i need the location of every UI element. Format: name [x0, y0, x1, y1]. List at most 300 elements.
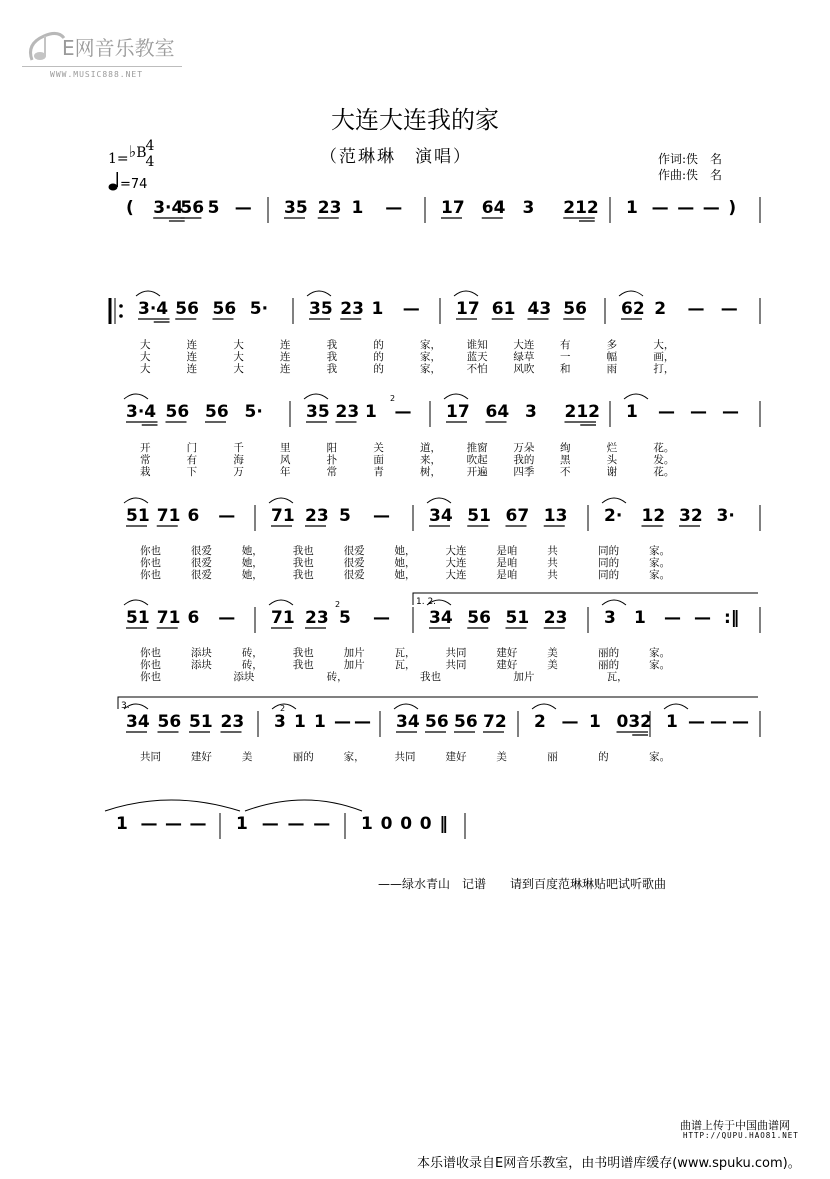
- lyric-syllable: 加片: [343, 659, 365, 671]
- lyric-syllable: 大: [233, 363, 244, 375]
- slur-arc: [454, 291, 478, 296]
- lyric-syllable: 开: [140, 442, 151, 454]
- lyric-syllable: 家，: [420, 351, 441, 363]
- note-token: 56: [425, 712, 449, 732]
- composer-credit: 作曲:佚 名: [658, 168, 723, 182]
- note-token: 56: [180, 198, 205, 218]
- lyric-syllable: 她，: [394, 569, 416, 581]
- note-token: ‖: [439, 814, 448, 834]
- lyric-syllable: 下: [186, 466, 198, 478]
- volta-label: 3.: [121, 701, 130, 711]
- key-label: 1=: [108, 151, 129, 167]
- lyric-syllable: 建好: [445, 751, 467, 763]
- lyric-syllable: 大连: [445, 557, 467, 569]
- lyric-syllable: 里: [280, 442, 291, 454]
- lyric-syllable: 你也: [140, 569, 161, 581]
- lyric-syllable: 风: [280, 454, 291, 466]
- lyric-syllable: 你也: [140, 659, 161, 671]
- lyric-syllable: 丽的: [598, 659, 620, 671]
- note-token: —: [313, 814, 331, 834]
- lyric-syllable: 栽: [140, 466, 151, 478]
- note-token: 34: [396, 712, 420, 732]
- note-token: 2: [654, 299, 667, 319]
- lyric-syllable: 发。: [653, 454, 675, 466]
- lyric-syllable: 你也: [140, 671, 161, 683]
- slur-arc: [619, 291, 643, 296]
- flat-icon: ♭: [128, 142, 137, 161]
- lyric-syllable: 家。: [649, 569, 671, 581]
- time-signature-top: 4: [145, 138, 155, 154]
- lyric-syllable: 花。: [653, 466, 675, 478]
- note-token: 17: [441, 198, 465, 218]
- lyric-syllable: 丽的: [292, 751, 314, 763]
- note-token: —: [690, 402, 707, 422]
- note-token: 1: [365, 402, 377, 422]
- note-token: —: [702, 198, 720, 218]
- lyric-syllable: 加片: [343, 647, 365, 659]
- note-token: —: [385, 198, 403, 218]
- lyric-syllable: 大连: [445, 545, 467, 557]
- note-token: —: [664, 608, 681, 628]
- lyric-syllable: 万朵: [513, 442, 535, 454]
- lyric-syllable: 她，: [241, 545, 263, 557]
- lyric-syllable: 是咱: [496, 569, 518, 581]
- lyric-syllable: 万: [233, 466, 244, 478]
- note-token: 51: [467, 506, 491, 526]
- lyric-syllable: 绿草: [513, 351, 535, 363]
- note-token: 2: [534, 712, 546, 732]
- note-token: —: [561, 712, 579, 732]
- note-token: 032: [616, 712, 652, 732]
- lyric-syllable: 你也: [140, 545, 161, 557]
- source-note: 本乐谱收录自E网音乐教室，由书明谱库缓存(www.spuku.com)。: [417, 1156, 801, 1171]
- lyric-syllable: 家。: [649, 647, 671, 659]
- note-token: ): [728, 198, 737, 218]
- note-token: 0: [380, 814, 393, 834]
- lyric-syllable: 画，: [653, 351, 675, 363]
- note-token: —: [720, 299, 738, 319]
- lyric-syllable: 蓝天: [466, 351, 488, 363]
- lyric-syllable: 我也: [292, 647, 314, 659]
- lyric-syllable: 很爱: [343, 545, 365, 557]
- repeat-dot: [119, 314, 123, 318]
- note-token: 212: [564, 402, 600, 422]
- note-token: 23: [305, 506, 329, 526]
- lyric-syllable: 共同: [394, 751, 416, 763]
- slur-arc: [602, 600, 626, 605]
- lyric-syllable: 吹起: [466, 454, 488, 466]
- time-signature-bottom: 4: [145, 154, 155, 170]
- lyric-syllable: 不: [560, 466, 571, 478]
- lyric-syllable: 同的: [598, 557, 620, 569]
- watermark-url: WWW.MUSIC888.NET: [50, 70, 144, 79]
- note-token: 51: [126, 506, 150, 526]
- volta-label: 1. 2.: [416, 597, 437, 607]
- slur-arc: [444, 394, 468, 399]
- lyric-syllable: 建好: [190, 751, 212, 763]
- note-token: 212: [563, 198, 599, 218]
- lyric-syllable: 头: [606, 454, 618, 466]
- lyric-syllable: 来，: [420, 454, 441, 466]
- lyric-syllable: 同的: [598, 545, 620, 557]
- note-token: 17: [456, 299, 480, 319]
- note-token: 0: [419, 814, 432, 834]
- note-token: 23: [335, 402, 360, 422]
- note-token: 12: [641, 506, 666, 526]
- lyric-syllable: 多: [606, 339, 618, 351]
- note-token: 5: [339, 608, 351, 628]
- lyric-syllable: 四季: [513, 466, 535, 478]
- lyric-syllable: 面: [373, 454, 384, 466]
- note-token: 5: [339, 506, 351, 526]
- lyric-syllable: 我也: [292, 569, 314, 581]
- lyric-syllable: 添块: [190, 647, 212, 659]
- lyric-syllable: 千: [233, 442, 244, 454]
- note-token: —: [722, 402, 739, 422]
- lyric-syllable: 连: [186, 339, 198, 351]
- lyric-syllable: 的: [373, 339, 384, 351]
- lyric-syllable: 连: [186, 363, 198, 375]
- note-token: 23: [543, 608, 568, 628]
- note-token: —: [218, 506, 236, 526]
- note-token: 64: [481, 198, 506, 218]
- note-token: 51: [126, 608, 150, 628]
- note-token: (: [126, 198, 134, 218]
- note-token: 71: [156, 506, 181, 526]
- lyric-syllable: 青: [373, 466, 384, 478]
- slur-arc: [427, 498, 451, 503]
- lyric-syllable: 大: [140, 339, 151, 351]
- lyric-syllable: 有: [560, 339, 571, 351]
- lyric-syllable: 你也: [140, 647, 161, 659]
- lyric-syllable: 推窗: [466, 442, 488, 454]
- note-token: 23: [305, 608, 329, 628]
- lyric-syllable: 是咱: [496, 557, 518, 569]
- slur-arc: [124, 600, 148, 605]
- note-token: 13: [543, 506, 568, 526]
- note-token: 3·: [716, 506, 735, 526]
- note-token: —: [658, 402, 675, 422]
- note-token: 56: [454, 712, 478, 732]
- lyric-syllable: 你也: [140, 557, 161, 569]
- note-token: 56: [212, 299, 237, 319]
- slur-arc: [124, 498, 148, 503]
- lyric-syllable: 家。: [649, 659, 671, 671]
- note-token: 3: [525, 402, 537, 422]
- note-token: —: [694, 608, 711, 628]
- note-token: 56: [157, 712, 182, 732]
- note-token: —: [687, 299, 705, 319]
- key-note: B: [136, 145, 147, 161]
- note-token: —: [234, 198, 252, 218]
- lyric-syllable: 海: [233, 454, 244, 466]
- lyric-syllable: 常: [140, 454, 151, 466]
- lyric-syllable: 家。: [649, 557, 671, 569]
- lyric-syllable: 谢: [606, 466, 618, 478]
- note-token: 71: [271, 506, 295, 526]
- slur-arc: [269, 498, 293, 503]
- note-token: 34: [429, 608, 453, 628]
- lyric-syllable: 我也: [292, 545, 314, 557]
- lyric-syllable: 很爱: [190, 545, 212, 557]
- lyric-syllable: 美: [496, 751, 507, 763]
- lyric-syllable: 我也: [292, 557, 314, 569]
- note-token: 35: [284, 198, 308, 218]
- volta-bracket: [413, 593, 758, 605]
- lyric-syllable: 连: [280, 339, 291, 351]
- lyric-syllable: 树，: [420, 466, 441, 478]
- note-token: —: [354, 712, 371, 732]
- slur-arc: [269, 600, 293, 605]
- slur-arc: [124, 394, 148, 399]
- lyric-syllable: 我也: [292, 659, 314, 671]
- tie-arc: [245, 800, 362, 811]
- note-token: 3: [522, 198, 535, 218]
- lyric-syllable: 建好: [496, 659, 518, 671]
- volta-bracket: [118, 697, 758, 709]
- slur-arc: [394, 704, 418, 709]
- lyric-syllable: 添块: [190, 659, 212, 671]
- lyric-syllable: 雨: [606, 363, 618, 375]
- note-token: —: [373, 608, 390, 628]
- note-token: 1: [666, 712, 678, 732]
- lyric-syllable: 道，: [420, 442, 441, 454]
- lyric-syllable: 风吹: [513, 363, 535, 375]
- lyric-syllable: 阳: [326, 442, 338, 454]
- lyric-syllable: 家。: [649, 751, 671, 763]
- lyric-syllable: 很爱: [190, 557, 212, 569]
- lyric-syllable: 美: [241, 751, 253, 763]
- lyric-syllable: 很爱: [343, 569, 365, 581]
- transcriber-note: ——绿水青山 记谱 请到百度范琳琳贴吧试听歌曲: [378, 877, 667, 891]
- lyric-syllable: 同的: [598, 569, 620, 581]
- note-token: 1: [626, 198, 638, 218]
- note-token: 5·: [249, 299, 269, 319]
- note-token: 6: [187, 506, 200, 526]
- grace-note: 2: [335, 600, 341, 609]
- note-token: —: [394, 402, 412, 422]
- note-token: —: [373, 506, 390, 526]
- lyric-syllable: 谁知: [466, 339, 488, 351]
- grace-note: 2: [280, 704, 286, 713]
- lyric-syllable: 大: [140, 351, 151, 363]
- repeat-dot: [119, 304, 123, 308]
- lyric-syllable: 我: [326, 351, 338, 363]
- lyric-syllable: 共: [547, 545, 558, 557]
- upload-url: HTTP://QUPU.HAO81.NET: [683, 1131, 799, 1140]
- note-token: 1: [236, 814, 248, 834]
- lyric-syllable: 花。: [653, 442, 675, 454]
- lyric-syllable: 共同: [445, 647, 467, 659]
- lyric-syllable: 大，: [653, 339, 675, 351]
- lyric-syllable: 大连: [445, 569, 467, 581]
- note-token: 1: [294, 712, 306, 732]
- lyric-syllable: 很爱: [343, 557, 365, 569]
- lyricist-credit: 作词:佚 名: [658, 152, 723, 166]
- lyric-syllable: 她，: [394, 545, 416, 557]
- note-token: 3: [274, 712, 286, 732]
- note-token: —: [402, 299, 420, 319]
- lyric-syllable: 瓦，: [606, 671, 628, 683]
- slur-arc: [307, 291, 331, 296]
- note-token: 35: [306, 402, 330, 422]
- note-token: —: [218, 608, 236, 628]
- lyric-syllable: 连: [280, 363, 291, 375]
- note-token: 51: [189, 712, 213, 732]
- upload-note: 曲谱上传于中国曲谱网: [680, 1119, 790, 1132]
- lyric-syllable: 黑: [560, 454, 571, 466]
- note-token: —: [165, 814, 182, 834]
- song-title: 大连大连我的家: [331, 106, 499, 134]
- note-token: 35: [309, 299, 333, 319]
- lyric-syllable: 连: [186, 351, 198, 363]
- note-token: 32: [679, 506, 703, 526]
- note-token: 1: [116, 814, 128, 834]
- note-token: 56: [467, 608, 491, 628]
- lyric-syllable: 扑: [326, 454, 338, 466]
- slur-arc: [136, 291, 160, 296]
- lyric-syllable: 我的: [513, 454, 535, 466]
- lyric-syllable: 的: [373, 363, 384, 375]
- note-token: 1: [634, 608, 646, 628]
- lyric-syllable: 不怕: [466, 363, 488, 375]
- lyric-syllable: 幅: [606, 351, 618, 363]
- lyric-syllable: 大: [140, 363, 151, 375]
- slur-arc: [624, 394, 648, 399]
- note-token: 1: [626, 402, 638, 422]
- lyric-syllable: 打，: [653, 363, 675, 375]
- note-token: 56: [165, 402, 190, 422]
- note-token: 6: [187, 608, 200, 628]
- note-token: 43: [527, 299, 552, 319]
- lyric-syllable: 大连: [513, 339, 535, 351]
- lyric-syllable: 大: [233, 351, 244, 363]
- note-token: 17: [446, 402, 470, 422]
- note-token: —: [287, 814, 305, 834]
- slur-arc: [304, 394, 328, 399]
- note-token: 56: [205, 402, 229, 422]
- note-token: 1: [314, 712, 326, 732]
- lyric-syllable: 一: [560, 351, 571, 363]
- note-token: 51: [505, 608, 530, 628]
- note-token: 3: [604, 608, 616, 628]
- lyric-syllable: 关: [373, 442, 384, 454]
- lyric-syllable: 共同: [140, 751, 161, 763]
- note-token: 23: [317, 198, 342, 218]
- note-token: 2·: [604, 506, 623, 526]
- tie-arc: [105, 800, 240, 811]
- lyric-syllable: 丽: [547, 751, 558, 763]
- lyric-syllable: 瓦，: [394, 659, 416, 671]
- note-token: —: [189, 814, 207, 834]
- watermark-brand: E网音乐教室: [62, 36, 175, 60]
- lyric-syllable: 门: [186, 442, 198, 454]
- lyric-syllable: 有: [186, 454, 198, 466]
- note-token: 1: [361, 814, 373, 834]
- lyric-syllable: 共: [547, 569, 558, 581]
- slur-arc: [602, 498, 626, 503]
- lyric-syllable: 和: [560, 363, 571, 375]
- lyric-syllable: 绚: [560, 442, 571, 454]
- note-token: 71: [271, 608, 295, 628]
- note-token: 67: [505, 506, 530, 526]
- lyric-syllable: 大: [233, 339, 244, 351]
- note-token: 3·4: [126, 402, 157, 422]
- lyric-syllable: 砖，: [241, 647, 263, 659]
- lyric-syllable: 家。: [649, 545, 671, 557]
- note-token: :‖: [724, 608, 740, 628]
- note-token: 71: [156, 608, 181, 628]
- lyric-syllable: 很爱: [190, 569, 212, 581]
- lyric-syllable: 她，: [241, 569, 263, 581]
- note-token: —: [261, 814, 279, 834]
- slur-arc: [532, 704, 556, 709]
- lyric-syllable: 砖，: [241, 659, 263, 671]
- lyric-syllable: 的: [598, 751, 609, 763]
- note-token: 23: [220, 712, 245, 732]
- note-token: 1: [371, 299, 384, 319]
- slur-arc: [664, 704, 688, 709]
- lyric-syllable: 烂: [606, 442, 618, 454]
- note-token: 3·4: [138, 299, 169, 319]
- note-token: 0: [400, 814, 413, 834]
- lyric-syllable: 常: [326, 466, 338, 478]
- lyric-syllable: 是咱: [496, 545, 518, 557]
- note-token: 5: [207, 198, 220, 218]
- note-token: 5·: [244, 402, 263, 422]
- note-token: —: [732, 712, 749, 732]
- note-token: 34: [429, 506, 453, 526]
- lyric-syllable: 砖，: [326, 671, 348, 683]
- lyric-syllable: 家，: [420, 339, 441, 351]
- lyric-syllable: 丽的: [598, 647, 620, 659]
- note-token: 23: [340, 299, 364, 319]
- lyric-syllable: 添块: [233, 671, 255, 683]
- lyric-syllable: 瓦，: [394, 647, 416, 659]
- tempo-value: =74: [120, 177, 148, 192]
- note-token: 56: [175, 299, 199, 319]
- note-token: 1: [351, 198, 364, 218]
- lyric-syllable: 我: [326, 363, 338, 375]
- note-token: 61: [491, 299, 516, 319]
- note-token: —: [710, 712, 727, 732]
- note-token: 72: [483, 712, 507, 732]
- note-token: —: [140, 814, 158, 834]
- note-token: —: [651, 198, 669, 218]
- lyric-syllable: 家，: [420, 363, 441, 375]
- lyric-syllable: 美: [547, 647, 558, 659]
- lyric-syllable: 共: [547, 557, 558, 569]
- note-token: 62: [621, 299, 645, 319]
- lyric-syllable: 连: [280, 351, 291, 363]
- lyric-syllable: 开遍: [466, 466, 488, 478]
- note-token: —: [688, 712, 705, 732]
- note-token: —: [334, 712, 351, 732]
- song-performer: （范琳琳 演唱）: [320, 147, 472, 167]
- lyric-syllable: 家，: [343, 751, 365, 763]
- lyric-syllable: 我: [326, 339, 338, 351]
- lyric-syllable: 她，: [241, 557, 263, 569]
- note-token: 1: [589, 712, 601, 732]
- note-token: 64: [485, 402, 510, 422]
- note-token: 56: [563, 299, 587, 319]
- lyric-syllable: 加片: [513, 671, 535, 683]
- lyric-syllable: 美: [547, 659, 558, 671]
- note-token: 34: [126, 712, 150, 732]
- grace-note: 2: [390, 394, 396, 403]
- note-token: 3·4: [153, 198, 184, 218]
- lyric-syllable: 她，: [394, 557, 416, 569]
